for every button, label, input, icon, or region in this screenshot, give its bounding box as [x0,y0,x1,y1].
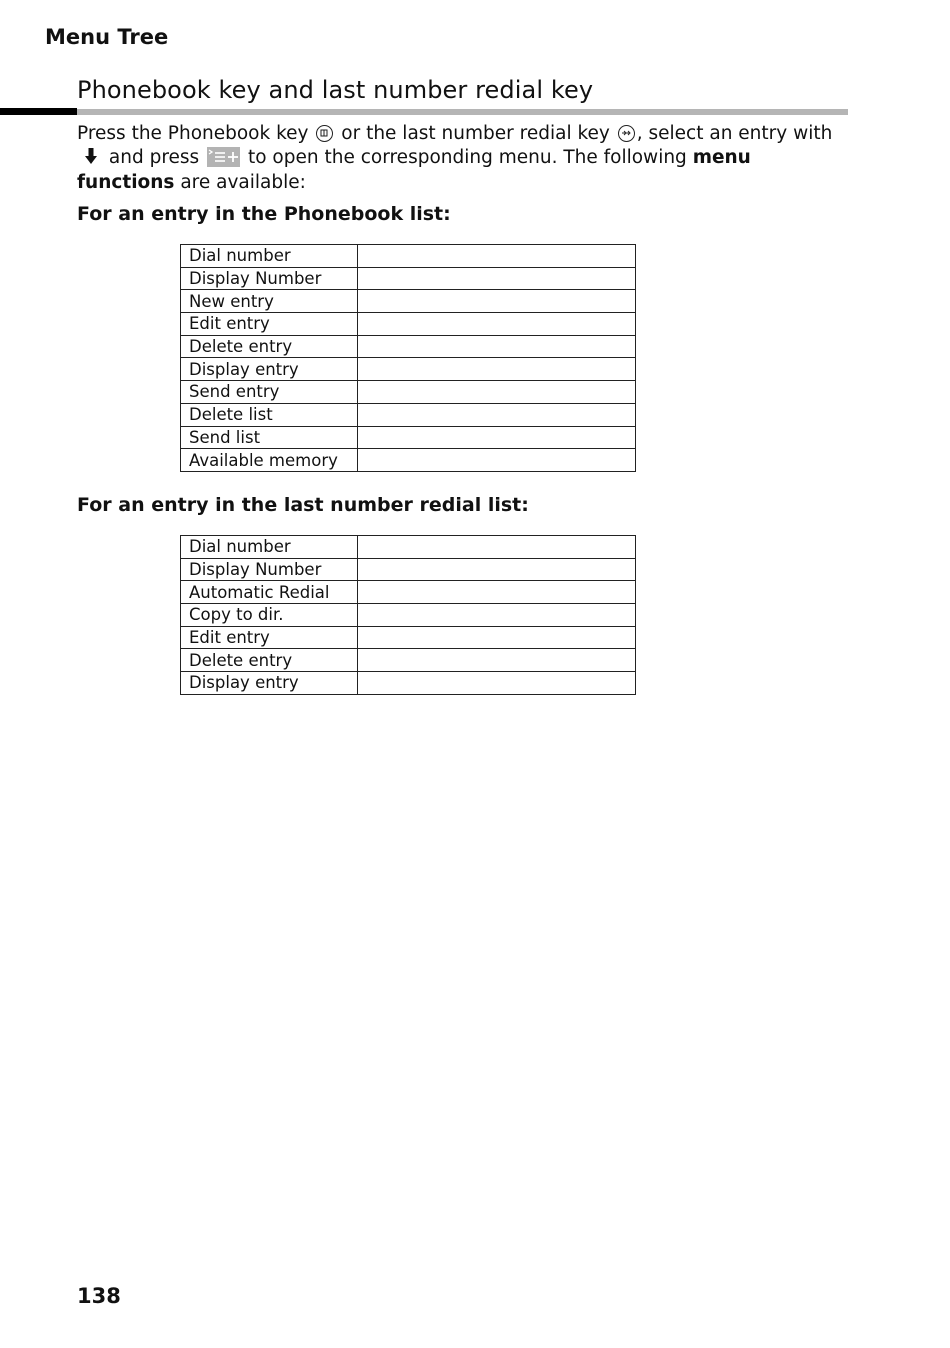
title-rule [77,109,848,115]
menu-item: Automatic Redial [181,581,358,604]
table-row [181,403,636,426]
menu-item-empty-cell [358,381,636,404]
menu-item-empty-cell [358,449,636,472]
table-row [181,245,636,268]
table-row [181,649,636,672]
menu-item-empty-cell [358,426,636,449]
table-row [181,672,636,695]
intro-text-1: Press the Phonebook key [77,123,309,144]
table-row [181,536,636,559]
table-row [181,267,636,290]
menu-item-empty-cell [358,313,636,336]
table-row [181,449,636,472]
title-rule-left [0,108,77,115]
intro-paragraph [77,122,852,195]
menu-item-empty-cell [358,672,636,695]
menu-item: Available memory [181,449,358,472]
table-row [181,335,636,358]
menu-item-empty-cell [358,335,636,358]
menu-item: Delete entry [181,335,358,358]
intro-text-6: . The following [551,146,687,168]
menu-item: Display entry [181,358,358,381]
table-row [181,313,636,336]
section-title: Phonebook key and last number redial key [77,76,594,104]
intro-text-4: and press [108,146,200,168]
table-row [181,558,636,581]
phonebook-menu-table [180,244,636,472]
menu-item: Send entry [181,381,358,404]
menu-item: Delete list [181,403,358,426]
menu-item: Copy to dir. [181,604,358,627]
menu-item: Edit entry [181,626,358,649]
phonebook-key-icon [316,125,333,142]
menu-item: Display entry [181,672,358,695]
intro-bold-text: menu functions [77,146,751,193]
menu-item-empty-cell [358,536,636,559]
menu-item: Send list [181,426,358,449]
menu-item-empty-cell [358,604,636,627]
running-header: Menu Tree [45,25,169,49]
menu-item-empty-cell [358,290,636,313]
redial-key-icon [618,125,635,142]
menu-item-empty-cell [358,558,636,581]
table-row [181,581,636,604]
menu-item: New entry [181,290,358,313]
menu-item-empty-cell [358,581,636,604]
menu-item: Dial number [181,245,358,268]
intro-text-7: are available: [180,172,306,193]
redial-heading: For an entry in the last number redial list: [77,494,529,516]
redial-menu-table [180,535,636,695]
menu-item: Dial number [181,536,358,559]
table-row [181,426,636,449]
menu-item-empty-cell [358,358,636,381]
table-row [181,290,636,313]
intro-text-5: to open the corresponding menu [247,146,552,168]
table-row [181,358,636,381]
page-number: 138 [77,1284,121,1308]
menu-item: Display Number [181,267,358,290]
table-row [181,626,636,649]
intro-text-2: or the last number redial key [341,123,610,144]
menu-item: Edit entry [181,313,358,336]
intro-text-3: , select an entry with [636,123,833,144]
menu-key-icon [207,147,240,167]
down-arrow-icon [83,148,99,172]
phonebook-heading: For an entry in the Phonebook list: [77,203,451,225]
menu-item-empty-cell [358,403,636,426]
menu-item-empty-cell [358,626,636,649]
table-row [181,604,636,627]
menu-item: Display Number [181,558,358,581]
menu-item: Delete entry [181,649,358,672]
table-row [181,381,636,404]
menu-item-empty-cell [358,245,636,268]
menu-item-empty-cell [358,649,636,672]
menu-item-empty-cell [358,267,636,290]
